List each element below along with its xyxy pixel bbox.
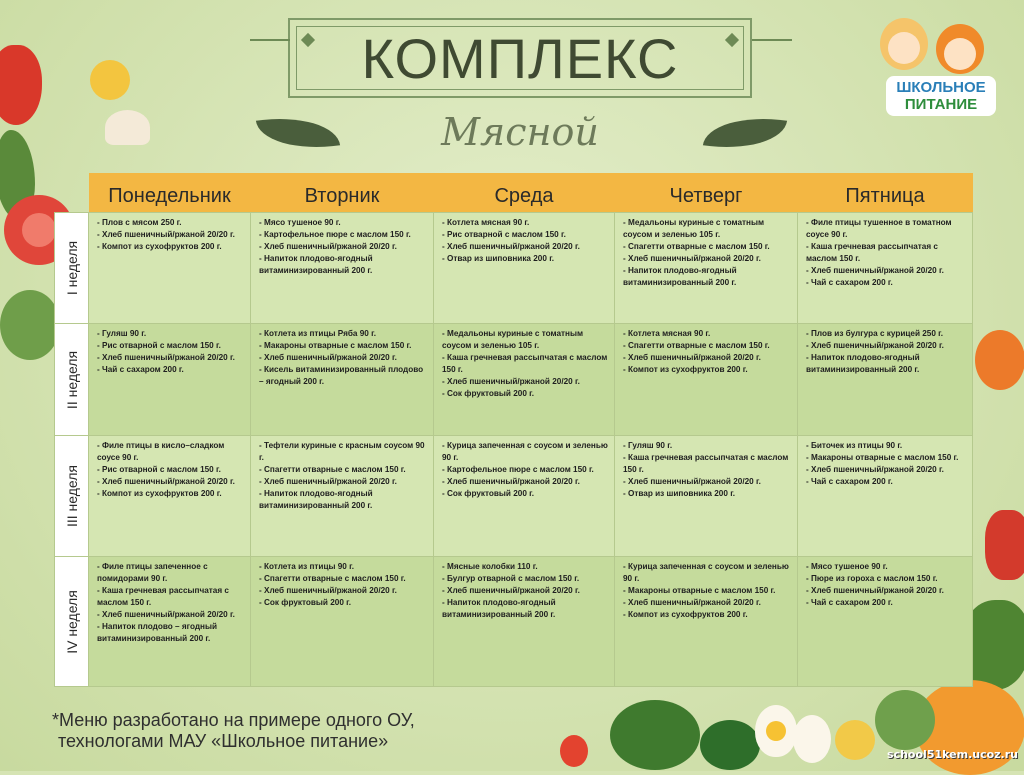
menu-item: - Хлеб пшеничный/ржаной 20/20 г. bbox=[623, 477, 761, 486]
menu-item: - Плов с мясом 250 г. bbox=[97, 218, 182, 227]
menu-item: - Булгур отварной с маслом 150 г. bbox=[442, 574, 580, 583]
menu-cell bbox=[251, 436, 434, 557]
menu-item: - Картофельное пюре с маслом 150 г. bbox=[442, 465, 594, 474]
menu-item: - Хлеб пшеничный/ржаной 20/20 г. bbox=[97, 230, 235, 239]
footnote-line: *Меню разработано на примере одного ОУ, bbox=[52, 710, 415, 730]
title-frame bbox=[288, 18, 752, 98]
egg-decoration-2 bbox=[793, 715, 831, 763]
menu-item: - Спагетти отварные с маслом 150 г. bbox=[623, 242, 770, 251]
week-label: III неделя bbox=[63, 464, 80, 528]
menu-item: - Биточек из птицы 90 г. bbox=[806, 441, 903, 450]
school-nutrition-logo bbox=[852, 14, 1000, 124]
menu-cell bbox=[251, 324, 434, 436]
boy-icon bbox=[880, 18, 928, 70]
egg-decoration bbox=[755, 705, 797, 757]
menu-item: - Мясо тушеное 90 г. bbox=[806, 562, 888, 571]
week-label: IV неделя bbox=[63, 589, 80, 654]
menu-item: - Хлеб пшеничный/ржаной 20/20 г. bbox=[97, 477, 235, 486]
day-header: Вторник bbox=[251, 173, 434, 213]
menu-item: - Котлета из птицы Ряба 90 г. bbox=[259, 329, 377, 338]
menu-item: - Хлеб пшеничный/ржаной 20/20 г. bbox=[806, 266, 944, 275]
mushroom-decoration bbox=[105, 110, 150, 145]
menu-item: - Рис отварной с маслом 150 г. bbox=[97, 341, 221, 350]
week-row bbox=[55, 436, 973, 557]
menu-item: - Компот из сухофруктов 200 г. bbox=[97, 242, 222, 251]
girl-icon bbox=[936, 24, 984, 74]
menu-item: - Филе птицы в кисло–сладком соусе 90 г. bbox=[97, 441, 225, 462]
lettuce-decoration bbox=[875, 690, 935, 750]
menu-item: - Напиток плодово-ягодный витаминизированный 200 г. bbox=[442, 598, 556, 619]
cabbage-decoration bbox=[0, 290, 60, 360]
lemon-decoration bbox=[90, 60, 130, 100]
menu-item: - Хлеб пшеничный/ржаной 20/20 г. bbox=[442, 477, 580, 486]
menu-item: - Хлеб пшеничный/ржаной 20/20 г. bbox=[259, 353, 397, 362]
menu-item: - Хлеб пшеничный/ржаной 20/20 г. bbox=[806, 465, 944, 474]
menu-cell bbox=[615, 436, 798, 557]
menu-item: - Чай с сахаром 200 г. bbox=[97, 365, 184, 374]
menu-item: - Чай с сахаром 200 г. bbox=[806, 278, 893, 287]
menu-cell bbox=[434, 436, 615, 557]
menu-item: - Компот из сухофруктов 200 г. bbox=[623, 610, 748, 619]
title-ornament-line-right bbox=[752, 39, 792, 41]
menu-item: - Тефтели куриные с красным соусом 90 г. bbox=[259, 441, 425, 462]
menu-item: - Рис отварной с маслом 150 г. bbox=[442, 230, 566, 239]
logo-text-line2: ПИТАНИЕ bbox=[904, 96, 978, 113]
carrot-decoration bbox=[975, 330, 1024, 390]
menu-cell bbox=[798, 213, 973, 324]
week-label-cell bbox=[55, 557, 89, 687]
menu-item: - Сок фруктовый 200 г. bbox=[442, 389, 535, 398]
week-row bbox=[55, 557, 973, 687]
site-watermark: school51kem.ucoz.ru bbox=[887, 748, 1018, 761]
menu-item: - Хлеб пшеничный/ржаной 20/20 г. bbox=[259, 586, 397, 595]
menu-item: - Напиток плодово-ягодный витаминизированный 200 г. bbox=[806, 353, 920, 374]
day-header: Четверг bbox=[615, 173, 798, 213]
footnote-line: технологами МАУ «Школьное питание» bbox=[58, 731, 389, 751]
menu-item: - Каша гречневая рассыпчатая с маслом 150 г. bbox=[623, 453, 789, 474]
week-label-cell bbox=[55, 436, 89, 557]
logo-text-line1: ШКОЛЬНОЕ bbox=[896, 79, 986, 96]
week-label: I неделя bbox=[63, 240, 80, 296]
title-ornament-line-left bbox=[250, 39, 290, 41]
menu-item: - Спагетти отварные с маслом 150 г. bbox=[623, 341, 770, 350]
logo-badge bbox=[886, 76, 996, 116]
menu-item: - Спагетти отварные с маслом 150 г. bbox=[259, 574, 406, 583]
menu-item: - Сок фруктовый 200 г. bbox=[259, 598, 352, 607]
menu-item: - Мясо тушеное 90 г. bbox=[259, 218, 341, 227]
menu-cell bbox=[89, 213, 251, 324]
menu-cell bbox=[434, 324, 615, 436]
menu-item: - Хлеб пшеничный/ржаной 20/20 г. bbox=[623, 254, 761, 263]
menu-item: - Напиток плодово-ягодный витаминизированный 200 г. bbox=[259, 489, 373, 510]
menu-item: - Хлеб пшеничный/ржаной 20/20 г. bbox=[442, 586, 580, 595]
menu-item: - Хлеб пшеничный/ржаной 20/20 г. bbox=[442, 377, 580, 386]
menu-cell bbox=[615, 213, 798, 324]
leaf-decoration bbox=[700, 720, 760, 770]
red-pepper-decoration-right bbox=[985, 510, 1024, 580]
menu-item: - Филе птицы запеченное с помидорами 90 г. bbox=[97, 562, 208, 583]
menu-cell bbox=[434, 557, 615, 687]
menu-item: - Курица запеченная с соусом и зеленью 90 г. bbox=[623, 562, 789, 583]
menu-cell bbox=[251, 557, 434, 687]
menu-item: - Хлеб пшеничный/ржаной 20/20 г. bbox=[97, 353, 235, 362]
menu-item: - Спагетти отварные с маслом 150 г. bbox=[259, 465, 406, 474]
menu-cell bbox=[615, 324, 798, 436]
menu-item: - Макароны отварные с маслом 150 г. bbox=[806, 453, 959, 462]
menu-item: - Хлеб пшеничный/ржаной 20/20 г. bbox=[806, 586, 944, 595]
menu-item: - Медальоны куриные с томатным соусом и зеленью 105 г. bbox=[623, 218, 765, 239]
small-pepper-decoration bbox=[560, 735, 588, 767]
menu-item: - Котлета мясная 90 г. bbox=[442, 218, 530, 227]
menu-item: - Напиток плодово-ягодный витаминизированный 200 г. bbox=[623, 266, 737, 287]
menu-item: - Кисель витаминизированный плодово – ягодный 200 г. bbox=[259, 365, 424, 386]
menu-item: - Сок фруктовый 200 г. bbox=[442, 489, 535, 498]
menu-item: - Картофельное пюре с маслом 150 г. bbox=[259, 230, 411, 239]
week-row bbox=[55, 213, 973, 324]
week-row bbox=[55, 324, 973, 436]
menu-item: - Хлеб пшеничный/ржаной 20/20 г. bbox=[806, 341, 944, 350]
menu-cell bbox=[798, 324, 973, 436]
header-corner bbox=[55, 173, 89, 213]
menu-table bbox=[54, 173, 973, 687]
menu-item: - Хлеб пшеничный/ржаной 20/20 г. bbox=[442, 242, 580, 251]
day-header-row bbox=[55, 173, 973, 213]
menu-item: - Котлета мясная 90 г. bbox=[623, 329, 711, 338]
menu-item: - Компот из сухофруктов 200 г. bbox=[97, 489, 222, 498]
day-header: Понедельник bbox=[89, 173, 251, 213]
menu-item: - Рис отварной с маслом 150 г. bbox=[97, 465, 221, 474]
week-label: II неделя bbox=[63, 350, 80, 409]
menu-cell bbox=[89, 324, 251, 436]
menu-item: - Хлеб пшеничный/ржаной 20/20 г. bbox=[97, 610, 235, 619]
menu-item: - Чай с сахаром 200 г. bbox=[806, 598, 893, 607]
menu-item: - Отвар из шиповника 200 г. bbox=[623, 489, 736, 498]
menu-item: - Филе птицы тушенное в томатном соусе 90 г. bbox=[806, 218, 952, 239]
menu-item: - Котлета из птицы 90 г. bbox=[259, 562, 354, 571]
menu-item: - Отвар из шиповника 200 г. bbox=[442, 254, 555, 263]
menu-item: - Плов из булгура с курицей 250 г. bbox=[806, 329, 944, 338]
menu-item: - Хлеб пшеничный/ржаной 20/20 г. bbox=[623, 353, 761, 362]
menu-item: - Мясные колобки 110 г. bbox=[442, 562, 538, 571]
footnote bbox=[52, 710, 512, 752]
menu-cell bbox=[798, 557, 973, 687]
menu-item: - Макароны отварные с маслом 150 г. bbox=[623, 586, 776, 595]
week-label-cell bbox=[55, 213, 89, 324]
day-header: Среда bbox=[434, 173, 615, 213]
page-subtitle: Мясной bbox=[441, 110, 599, 154]
page-title: КОМПЛЕКС bbox=[361, 27, 679, 90]
menu-cell bbox=[615, 557, 798, 687]
menu-cell bbox=[89, 436, 251, 557]
menu-cell bbox=[251, 213, 434, 324]
day-header: Пятница bbox=[798, 173, 973, 213]
menu-item: - Макароны отварные с маслом 150 г. bbox=[259, 341, 412, 350]
week-label-cell bbox=[55, 324, 89, 436]
menu-item: - Хлеб пшеничный/ржаной 20/20 г. bbox=[623, 598, 761, 607]
menu-item: - Компот из сухофруктов 200 г. bbox=[623, 365, 748, 374]
menu-item: - Напиток плодово-ягодный витаминизированный 200 г. bbox=[259, 254, 373, 275]
menu-item: - Гуляш 90 г. bbox=[623, 441, 673, 450]
menu-item: - Пюре из гороха с маслом 150 г. bbox=[806, 574, 938, 583]
broccoli-decoration bbox=[610, 700, 700, 770]
menu-cell bbox=[89, 557, 251, 687]
menu-item: - Каша гречневая рассыпчатая с маслом 150 г. bbox=[442, 353, 608, 374]
menu-item: - Медальоны куриные с томатным соусом и зеленью 105 г. bbox=[442, 329, 584, 350]
menu-cell bbox=[798, 436, 973, 557]
menu-item: - Гуляш 90 г. bbox=[97, 329, 147, 338]
menu-item: - Курица запеченная с соусом и зеленью 90 г. bbox=[442, 441, 608, 462]
menu-item: - Напиток плодово – ягодный витаминизированный 200 г. bbox=[97, 622, 218, 643]
menu-item: - Каша гречневая рассыпчатая с маслом 150 г. bbox=[97, 586, 229, 607]
menu-cell bbox=[434, 213, 615, 324]
menu-item: - Чай с сахаром 200 г. bbox=[806, 477, 893, 486]
menu-item: - Хлеб пшеничный/ржаной 20/20 г. bbox=[259, 242, 397, 251]
menu-item: - Каша гречневая рассыпчатая с маслом 150 г. bbox=[806, 242, 938, 263]
menu-item: - Хлеб пшеничный/ржаной 20/20 г. bbox=[259, 477, 397, 486]
menu-body bbox=[55, 213, 973, 687]
